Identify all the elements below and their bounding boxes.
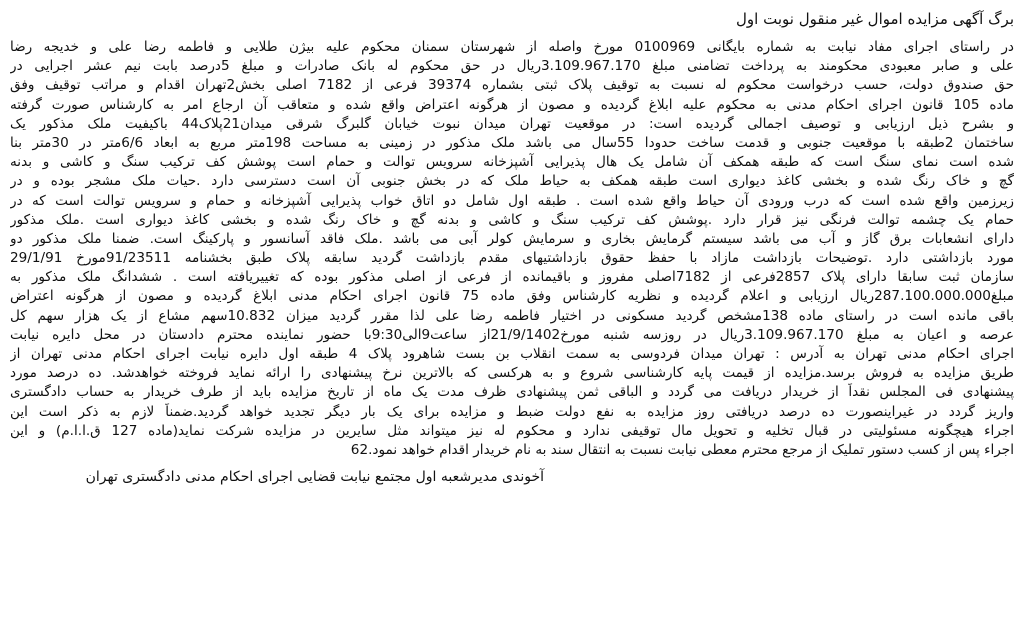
notice-line: دارای انشعابات برق گاز و آب می باشد سیستم گرمایش بخاری و سرمایش کولر آبی می باشد .ملک فاقد آسانسور و پارکینگ است. ضمنا ملک مذکور دو xyxy=(10,230,1014,247)
notice-line: حمام یک چشمه توالت فرنگی نیز قرار دارد .پوشش کف ترکیب سنگ و کاشی و بدنه گچ و خاک رنگ شده و بخشی کاغذ دیواری است .ملک مذکور xyxy=(10,211,1014,228)
notice-body xyxy=(10,38,1014,460)
notice-signature: آخوندی مدیرشعبه اول مجتمع نیابت قضایی اجرای احکام مدنی دادگستری تهران xyxy=(85,469,544,486)
notice-line: حق صندوق دولت، حسب درخواست محکوم له نسبت به توقیف پلاک ثبتی بشماره 39374 فرعی از 7182 اصلی بخش2تهران اقدام و مراتب توقیف وفق xyxy=(10,77,1014,94)
notice-line: شده است نمای سنگ است که طبقه همکف آن شامل یک هال پذیرایی آشپزخانه سرویس توالت و حمام است پوشش کف ترکیب سنگ و کاشی و بدنه xyxy=(10,154,1014,171)
notice-title: برگ آگهی مزایده اموال غیر منقول نوبت اول xyxy=(736,10,1014,28)
notice-line: عرصه و اعیان به مبلغ 3.109.967.170ریال در روزسه شنبه مورخ21/9/1402از ساعت9الی9:30با حضور نماینده محترم دادستان در محل دایره نیابت xyxy=(10,326,1014,343)
notice-line: مبلغ287.100.000.000ریال ارزیابی و اعلام گردیده و نظریه کارشناس وفق ماده 75 قانون اجرای احکام مدنی ابلاغ گردیده و مصون از هرگونه اعتراض xyxy=(10,288,1014,305)
notice-line: گچ و خاک رنگ شده و بخشی کاغذ دیواری است طبقه همکف به حیاط ملک که در بخش جنوبی آن است دسترسی دارد .حیات ملک مشجر بوده و در xyxy=(10,173,1014,190)
notice-line: اجراء پس از کسب دستور تملیک از مرجع محترم معطی نیابت نسبت به انتقال سند به نام خریدار اقدام خواهد نمود.62 xyxy=(350,441,1014,458)
notice-line: علی و صابر معبودی محکومند به پرداخت تضامنی مبلغ 3.109.967.170ریال در حق محکوم له بانک صادرات و مبلغ 5درصد بابت نیم عشر اجرایی در xyxy=(10,58,1014,75)
notice-line: در راستای اجرای مفاد نیابت به شماره بایگانی 0100969 مورخ واصله از شهرستان سمنان محکوم علیه بیژن طلایی و فاطمه رضا علی و خدیجه رضا xyxy=(10,39,1014,55)
notice-line: واریز گردد در غیراینصورت ده درصد دریافتی روز مزایده به نفع دولت ضبط و مزایده برای یک بار دیگر تجدید خواهد گردید.ضمناً لازم به ذکر است این xyxy=(10,403,1014,420)
notice-line: اجراء هیچگونه مسئولیتی در قبال تخلیه و تحویل مال توقیفی ندارد و محکوم له نیز میتواند مثل سایرین در مزایده شرکت نماید(ماده 127 ق.ا.ا.م) و این xyxy=(10,422,1014,439)
notice-line: زیرزمین واقع شده است که درب ورودی آن حیاط واقع شده است . طبقه اول شامل دو اتاق خواب پذیرایی آشپزخانه و حمام و سرویس توالت است که در xyxy=(10,192,1014,209)
notice-line: مورد بازداشتی دارد .توضیحات بازداشت مازاد با حفظ حقوق بازداشتیهای مقدم بازداشت گردید سابقه پلاک طبق بخشنامه 91/23511مورخ 29/1/91 xyxy=(10,250,1014,267)
notice-line: ساختمان 2طبقه با موقعیت جنوبی و قدمت ساخت حدودا 55سال می باشد ملک مذکور در زمینی به مساحت 198متر مربع به ابعاد 6/6متر در 30متر بنا xyxy=(10,134,1014,151)
notice-line: طریق مزایده به فروش برسد.مزایده از قیمت پایه کارشناسی شروع و به هرکسی که بالاترین نرخ پیشنهادی را ارائه نماید فروخته خواهدشد. ده درصد مورد xyxy=(10,365,1014,382)
notice-line: اجرای احکام مدنی تهران به آدرس : تهران میدان فردوسی به سمت انقلاب بن بست شاهرود پلاک 4 طبقه اول دایره نیابت اجرای احکام مدنی تهران از xyxy=(10,346,1014,362)
notice-line: ماده 105 قانون اجرای احکام مدنی به محکوم علیه ابلاغ گردیده و مصون از هرگونه اعتراض واقع شده و متعاقب آن ارجاع امر به کارشناس صورت گرفته xyxy=(10,96,1014,113)
notice-line: و بشرح ذیل ارزیابی و توصیف اجمالی گردیده است: در موقعیت تهران میدان نبوت خیابان گلبرگ شرقی میدان21پلاک44 باکیفیت ملک مذکور یک xyxy=(10,115,1014,132)
notice-line: سازمان ثبت سابقا دارای پلاک 2857فرعی از 7182اصلی مفروز و باقیمانده از فرعی از اصلی مذکور بوده که تغییریافته است . ششدانگ ملک مذکور به xyxy=(10,269,1014,286)
notice-line: پیشنهادی فی المجلس نقداً از خریدار دریافت می گردد و الباقی ثمن پیشنهادی ظرف مدت یک ماه از تاریخ مزایده باید از طرف خریدار به حساب دادگستری xyxy=(10,384,1014,401)
notice-line: باقی مانده است در راستای ماده 138مشخص گردید مسکونی در اختیار فاطمه رضا علی لذا مقرر گردید میزان 10.832سهم مشاع از یک هزار سهم کل xyxy=(10,307,1014,324)
